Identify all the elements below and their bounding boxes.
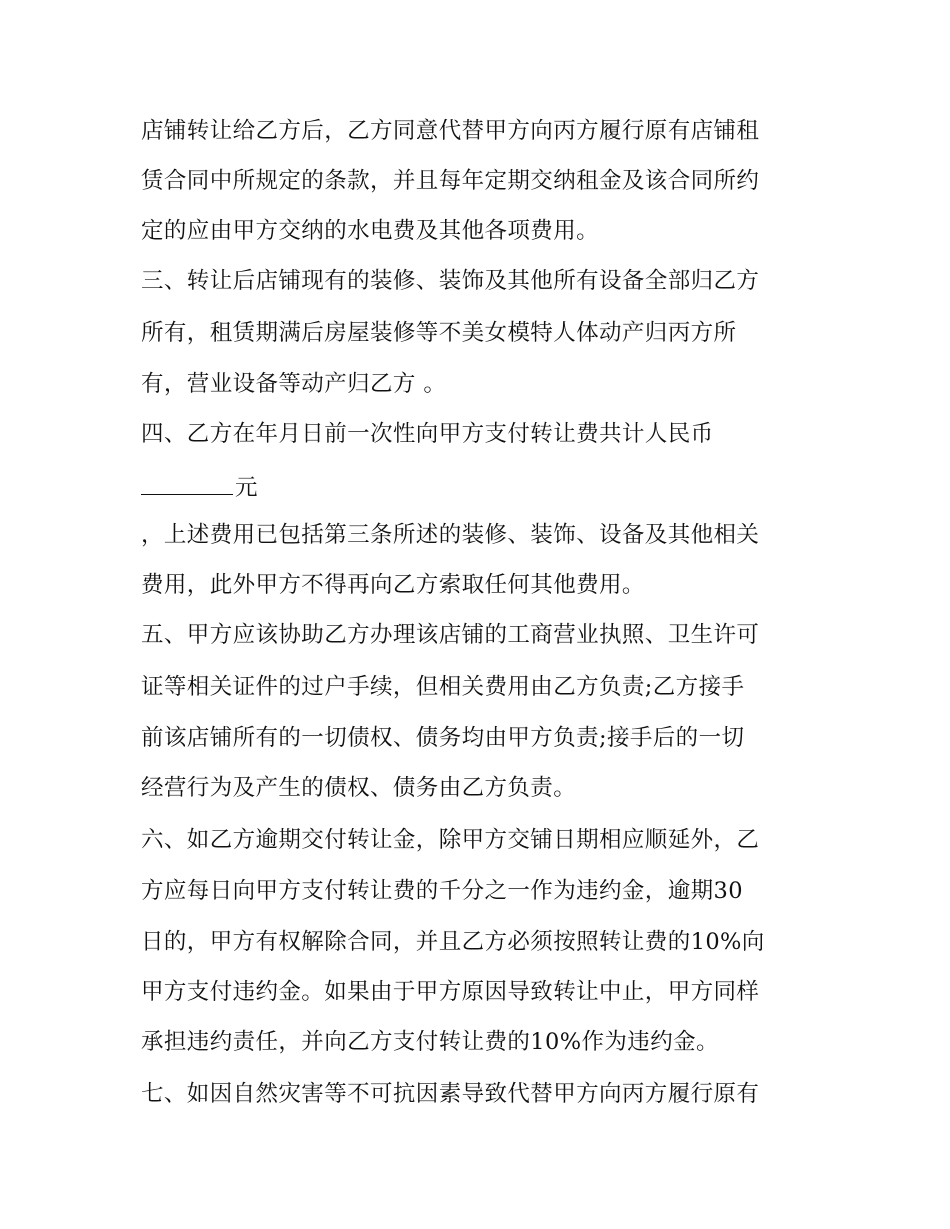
currency-unit: 元 [235, 475, 258, 501]
paragraph-line: 证等相关证件的过户手续，但相关费用由乙方负责;乙方接手 [141, 674, 745, 700]
paragraph-line: 承担违约责任，并向乙方支付转让费的10%作为违约金。 [141, 1029, 719, 1055]
paragraph-line: 店铺转让给乙方后，乙方同意代替甲方向丙方履行原有店铺租 [141, 118, 760, 144]
paragraph-line: 定的应由甲方交纳的水电费及其他各项费用。 [141, 218, 600, 244]
paragraph-line: 六、如乙方逾期交付转让金，除甲方交铺日期相应顺延外，乙 [141, 827, 760, 853]
paragraph-line: 四、乙方在年月日前一次性向甲方支付转让费共计人民币 [141, 421, 714, 447]
paragraph-line: 甲方支付违约金。如果由于甲方原因导致转让中止，甲方同样 [141, 979, 760, 1005]
paragraph-line: 经营行为及产生的债权、债务由乙方负责。 [141, 775, 577, 801]
paragraph-line: 五、甲方应该协助乙方办理该店铺的工商营业执照、卫生许可 [141, 622, 760, 648]
paragraph-line: 前该店铺所有的一切债权、债务均由甲方负责;接手后的一切 [141, 725, 745, 751]
paragraph-line: 费用，此外甲方不得再向乙方索取任何其他费用。 [141, 572, 645, 598]
paragraph-line: 七、如因自然灾害等不可抗因素导致代替甲方向丙方履行原有 [141, 1081, 760, 1107]
paragraph-line: 三、转让后店铺现有的装修、装饰及其他所有设备全部归乙方 [141, 268, 760, 294]
paragraph-line: ，上述费用已包括第三条所述的装修、装饰、设备及其他相关 [141, 522, 760, 548]
paragraph-line: 有，营业设备等动产归乙方 。 [141, 371, 447, 397]
paragraph-line: 日的，甲方有权解除合同，并且乙方必须按照转让费的10%向 [141, 929, 765, 955]
amount-blank-line [141, 470, 821, 503]
amount-blank [141, 470, 233, 495]
paragraph-line: 所有，租赁期满后房屋装修等不美女模特人体动产归丙方所 [141, 320, 737, 346]
paragraph-line: 方应每日向甲方支付转让费的千分之一作为违约金，逾期30 [141, 878, 743, 904]
paragraph-line: 赁合同中所规定的条款，并且每年定期交纳租金及该合同所约 [141, 168, 760, 194]
